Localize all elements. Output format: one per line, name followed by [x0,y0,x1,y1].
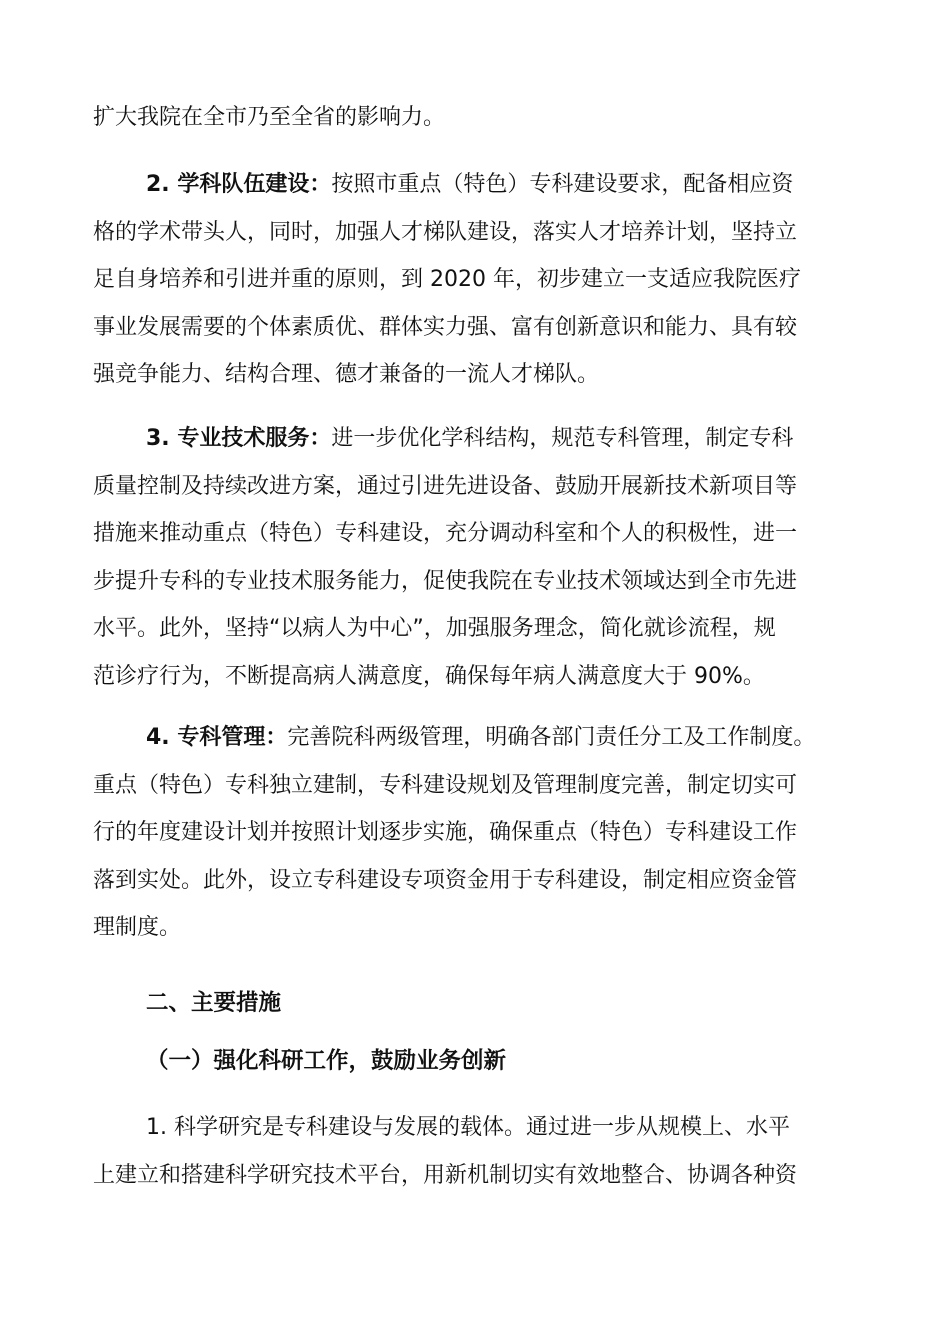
text-run: 完善院科两级管理，明确各部门责任分工及工作制度。 [287,725,816,750]
text-line: 步提升专科的专业技术服务能力，促使我院在专业技术领域达到全市先进 [93,568,798,594]
text-line: 扩大我院在全市乃至全省的影响力。 [93,105,446,130]
paragraph-label: 2. 学科队伍建设： [146,172,332,197]
text-line: 范诊疗行为，不断提高病人满意度，确保每年病人满意度大于 90%。 [93,663,765,689]
text-line: 1. 科学研究是专科建设与发展的载体。通过进一步从规模上、水平 [146,1115,790,1140]
text-line: 水平。此外，坚持“以病人为中心”，加强服务理念，简化就诊流程，规 [93,616,776,641]
paragraph-label: 4. 专科管理： [146,725,288,750]
text-line: 行的年度建设计划并按照计划逐步实施，确保重点（特色）专科建设工作 [93,820,798,845]
paragraph-technical-service [93,415,853,700]
text-line: 质量控制及持续改进方案，通过引进先进设备、鼓励开展新技术新项目等 [93,473,798,499]
text-line [93,415,853,463]
text-line: 上建立和搭建科学研究技术平台，用新机制切实有效地整合、协调各种资 [93,1162,798,1188]
text-line: 强竞争能力、结构合理、德才兼备的一流人才梯队。 [93,362,600,387]
text-run: 进一步优化学科结构，规范专科管理，制定专科 [331,426,794,451]
paragraph-continuation [93,94,853,142]
text-line: 足自身培养和引进并重的原则，到 2020 年，初步建立一支适应我院医疗 [93,267,801,292]
paragraph-label: 3. 专业技术服务： [146,426,332,451]
text-line: 落到实处。此外，设立专科建设专项资金用于专科建设，制定相应资金管 [93,867,798,893]
text-line [93,161,853,209]
text-line: 事业发展需要的个体素质优、群体实力强、富有创新意识和能力、具有较 [93,314,798,340]
paragraph-discipline-team [93,161,853,399]
text-line: 重点（特色）专科独立建制，专科建设规划及管理制度完善，制定切实可 [93,772,798,798]
section-heading: 二、主要措施 [146,990,282,1016]
text-line: 格的学术带头人，同时，加强人才梯队建设，落实人才培养计划，坚持立 [93,219,798,245]
paragraph-research [93,1104,853,1199]
text-line: 理制度。 [93,915,182,940]
subsection-heading: （一）强化科研工作，鼓励业务创新 [146,1048,507,1074]
paragraph-specialty-management [93,714,853,952]
text-line: 措施来推动重点（特色）专科建设，充分调动科室和个人的积极性，进一 [93,521,798,546]
text-line [93,714,853,762]
text-run: 按照市重点（特色）专科建设要求，配备相应资 [331,172,794,197]
